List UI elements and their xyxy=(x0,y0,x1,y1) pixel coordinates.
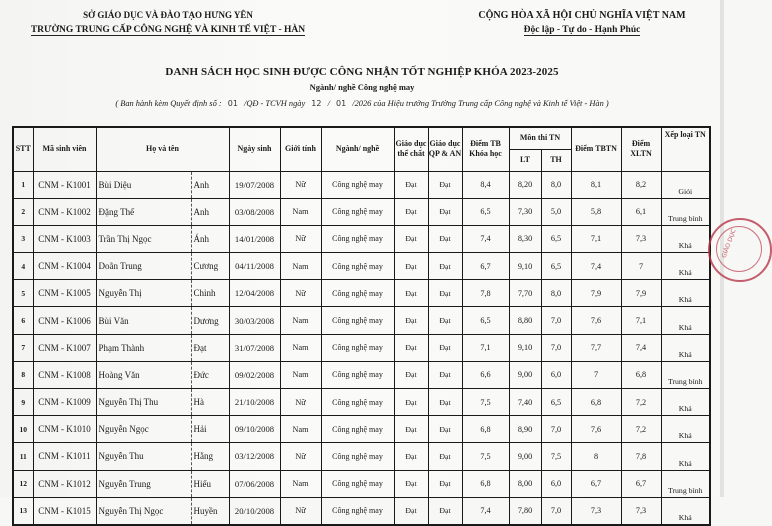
row-practice-score: 6,5 xyxy=(541,389,571,416)
decree-reference xyxy=(0,99,724,108)
row-practice-score: 6,5 xyxy=(541,225,571,252)
row-last-middle-name: Nguyễn Ngọc xyxy=(96,416,191,443)
row-student-id: CNM - K1005 xyxy=(33,280,96,307)
header-gender: Giới tính xyxy=(280,127,321,171)
row-practice-score: 7,0 xyxy=(541,307,571,334)
row-gender: Nam xyxy=(280,198,321,225)
row-physical-ed: Đạt xyxy=(394,225,428,252)
row-defense-ed: Đạt xyxy=(428,253,462,280)
row-dob: 14/01/2008 xyxy=(229,225,280,252)
row-student-id: CNM - K1006 xyxy=(33,307,96,334)
row-physical-ed: Đạt xyxy=(394,307,428,334)
row-first-name: Đạt xyxy=(191,334,229,361)
row-grad-rank: Khá xyxy=(661,497,710,525)
row-student-id: CNM - K1007 xyxy=(33,334,96,361)
row-grad-avg: 7,7 xyxy=(571,334,621,361)
row-grad-avg: 7,4 xyxy=(571,253,621,280)
table-row xyxy=(13,225,710,252)
row-dob: 19/07/2008 xyxy=(229,171,280,198)
row-dob: 09/02/2008 xyxy=(229,361,280,388)
row-practice-score: 7,0 xyxy=(541,334,571,361)
row-grad-score: 6,1 xyxy=(621,198,661,225)
row-major: Công nghệ may xyxy=(321,280,394,307)
row-practice-score: 7,0 xyxy=(541,497,571,525)
row-stt: 5 xyxy=(13,280,33,307)
row-student-id: CNM - K1002 xyxy=(33,198,96,225)
table-row xyxy=(13,198,710,225)
table-row xyxy=(13,253,710,280)
row-grad-score: 6,7 xyxy=(621,470,661,497)
row-grad-avg: 8,1 xyxy=(571,171,621,198)
row-grad-score: 7,4 xyxy=(621,334,661,361)
decree-month: 01 xyxy=(336,99,347,108)
row-major: Công nghệ may xyxy=(321,198,394,225)
row-physical-ed: Đạt xyxy=(394,280,428,307)
decree-number: 01 xyxy=(227,99,238,108)
row-theory-score: 9,10 xyxy=(509,334,541,361)
row-grad-rank: Khá xyxy=(661,416,710,443)
row-major: Công nghệ may xyxy=(321,416,394,443)
header-defense-ed: Giáo dục QP & AN xyxy=(428,127,462,171)
row-grad-rank: Khá xyxy=(661,334,710,361)
row-theory-score: 9,00 xyxy=(509,443,541,470)
row-last-middle-name: Đặng Thế xyxy=(96,198,191,225)
row-stt: 6 xyxy=(13,307,33,334)
header-physical-ed: Giáo dục thể chất xyxy=(394,127,428,171)
school-name: TRƯỜNG TRUNG CẤP CÔNG NGHỆ VÀ KINH TẾ VIỆT - HÀN xyxy=(30,25,306,35)
header-dob: Ngày sinh xyxy=(229,127,280,171)
row-physical-ed: Đạt xyxy=(394,470,428,497)
row-defense-ed: Đạt xyxy=(428,307,462,334)
table-row xyxy=(13,443,710,470)
row-student-id: CNM - K1010 xyxy=(33,416,96,443)
table-row xyxy=(13,334,710,361)
row-last-middle-name: Nguyễn Thu xyxy=(96,443,191,470)
table-row xyxy=(13,470,710,497)
row-grad-score: 7,2 xyxy=(621,416,661,443)
row-first-name: Anh xyxy=(191,171,229,198)
document-title: DANH SÁCH HỌC SINH ĐƯỢC CÔNG NHẬN TỐT NGHIỆP KHÓA 2023-2025 xyxy=(165,66,559,78)
decree-suffix: /2026 của Hiệu trưởng Trường Trung cấp Công nghệ và Kinh tế Việt - Hàn ) xyxy=(352,99,609,108)
row-dob: 12/04/2008 xyxy=(229,280,280,307)
row-major: Công nghệ may xyxy=(321,307,394,334)
table-row xyxy=(13,280,710,307)
row-gender: Nữ xyxy=(280,225,321,252)
row-major: Công nghệ may xyxy=(321,389,394,416)
row-dob: 07/06/2008 xyxy=(229,470,280,497)
row-practice-score: 7,5 xyxy=(541,443,571,470)
decree-middle: /QĐ - TCVH ngày xyxy=(244,99,306,108)
document-subtitle: Ngành/ nghề Công nghệ may xyxy=(309,82,415,92)
row-course-avg: 6,5 xyxy=(462,198,509,225)
row-practice-score: 8,0 xyxy=(541,280,571,307)
row-physical-ed: Đạt xyxy=(394,198,428,225)
row-grad-score: 7,8 xyxy=(621,443,661,470)
row-major: Công nghệ may xyxy=(321,470,394,497)
row-last-middle-name: Phạm Thành xyxy=(96,334,191,361)
header-student-id: Mã sinh viên xyxy=(33,127,96,171)
row-stt: 10 xyxy=(13,416,33,443)
row-grad-score: 7,2 xyxy=(621,389,661,416)
row-stt: 2 xyxy=(13,198,33,225)
header-course-avg: Điểm TB Khóa học xyxy=(462,127,509,171)
row-practice-score: 8,0 xyxy=(541,171,571,198)
row-grad-avg: 7 xyxy=(571,361,621,388)
row-major: Công nghệ may xyxy=(321,334,394,361)
row-theory-score: 7,70 xyxy=(509,280,541,307)
decree-sep: / xyxy=(327,99,330,108)
row-physical-ed: Đạt xyxy=(394,389,428,416)
row-defense-ed: Đạt xyxy=(428,334,462,361)
row-last-middle-name: Nguyễn Thị Ngọc xyxy=(96,497,191,525)
row-stt: 7 xyxy=(13,334,33,361)
row-dob: 21/10/2008 xyxy=(229,389,280,416)
row-physical-ed: Đạt xyxy=(394,171,428,198)
row-defense-ed: Đạt xyxy=(428,198,462,225)
row-student-id: CNM - K1012 xyxy=(33,470,96,497)
header-exam-subjects: Môn thi TN xyxy=(509,127,571,149)
row-first-name: Dương xyxy=(191,307,229,334)
row-major: Công nghệ may xyxy=(321,361,394,388)
row-grad-avg: 8 xyxy=(571,443,621,470)
row-first-name: Hải xyxy=(191,416,229,443)
row-practice-score: 6,0 xyxy=(541,470,571,497)
row-stt: 11 xyxy=(13,443,33,470)
row-course-avg: 6,7 xyxy=(462,253,509,280)
row-grad-avg: 7,9 xyxy=(571,280,621,307)
row-grad-score: 7,9 xyxy=(621,280,661,307)
row-major: Công nghệ may xyxy=(321,497,394,525)
row-grad-rank: Khá xyxy=(661,225,710,252)
row-last-middle-name: Nguyễn Thị xyxy=(96,280,191,307)
decree-day: 12 xyxy=(311,99,322,108)
header-grad-rank: Xếp loại TN xyxy=(661,127,710,171)
row-student-id: CNM - K1004 xyxy=(33,253,96,280)
row-grad-rank: Khá xyxy=(661,443,710,470)
row-grad-avg: 7,1 xyxy=(571,225,621,252)
table-row xyxy=(13,307,710,334)
row-student-id: CNM - K1003 xyxy=(33,225,96,252)
row-stt: 1 xyxy=(13,171,33,198)
row-theory-score: 7,80 xyxy=(509,497,541,525)
row-student-id: CNM - K1015 xyxy=(33,497,96,525)
row-last-middle-name: Bùi Diệu xyxy=(96,171,191,198)
row-major: Công nghệ may xyxy=(321,171,394,198)
row-grad-avg: 7,6 xyxy=(571,307,621,334)
row-course-avg: 7,8 xyxy=(462,280,509,307)
table-row xyxy=(13,361,710,388)
row-theory-score: 8,00 xyxy=(509,470,541,497)
row-grad-avg: 7,3 xyxy=(571,497,621,525)
row-grad-rank: Khá xyxy=(661,253,710,280)
row-stt: 9 xyxy=(13,389,33,416)
row-student-id: CNM - K1011 xyxy=(33,443,96,470)
row-stt: 13 xyxy=(13,497,33,525)
decree-prefix: ( Ban hành kèm Quyết định số : xyxy=(115,99,222,108)
row-grad-avg: 5,8 xyxy=(571,198,621,225)
row-grad-rank: Trung bình xyxy=(661,470,710,497)
row-last-middle-name: Doãn Trung xyxy=(96,253,191,280)
row-course-avg: 8,4 xyxy=(462,171,509,198)
row-dob: 30/03/2008 xyxy=(229,307,280,334)
row-last-middle-name: Nguyễn Trung xyxy=(96,470,191,497)
row-student-id: CNM - K1001 xyxy=(33,171,96,198)
row-physical-ed: Đạt xyxy=(394,416,428,443)
row-defense-ed: Đạt xyxy=(428,443,462,470)
row-stt: 8 xyxy=(13,361,33,388)
row-physical-ed: Đạt xyxy=(394,334,428,361)
row-dob: 03/08/2008 xyxy=(229,198,280,225)
row-course-avg: 7,5 xyxy=(462,443,509,470)
row-first-name: Hà xyxy=(191,389,229,416)
row-last-middle-name: Bùi Văn xyxy=(96,307,191,334)
row-theory-score: 8,20 xyxy=(509,171,541,198)
row-gender: Nam xyxy=(280,334,321,361)
row-course-avg: 6,8 xyxy=(462,470,509,497)
row-student-id: CNM - K1008 xyxy=(33,361,96,388)
row-major: Công nghệ may xyxy=(321,443,394,470)
row-dob: 09/10/2008 xyxy=(229,416,280,443)
row-practice-score: 6,0 xyxy=(541,361,571,388)
row-dob: 04/11/2008 xyxy=(229,253,280,280)
row-grad-rank: Khá xyxy=(661,307,710,334)
row-grad-score: 7,1 xyxy=(621,307,661,334)
header-full-name: Họ và tên xyxy=(96,127,229,171)
row-theory-score: 8,90 xyxy=(509,416,541,443)
row-first-name: Anh xyxy=(191,198,229,225)
graduates-table xyxy=(12,126,711,526)
row-defense-ed: Đạt xyxy=(428,389,462,416)
row-grad-score: 7 xyxy=(621,253,661,280)
row-gender: Nam xyxy=(280,470,321,497)
row-gender: Nữ xyxy=(280,280,321,307)
country-name: CỘNG HÒA XÃ HỘI CHỦ NGHĨA VIỆT NAM xyxy=(478,10,686,21)
row-last-middle-name: Nguyễn Thị Thu xyxy=(96,389,191,416)
row-grad-score: 7,3 xyxy=(621,225,661,252)
row-grad-rank: Trung bình xyxy=(661,198,710,225)
header-major: Ngành/ nghề xyxy=(321,127,394,171)
header-grad-avg: Điểm TBTN xyxy=(571,127,621,171)
row-gender: Nữ xyxy=(280,389,321,416)
row-practice-score: 5,0 xyxy=(541,198,571,225)
row-grad-avg: 7,6 xyxy=(571,416,621,443)
row-theory-score: 8,30 xyxy=(509,225,541,252)
row-defense-ed: Đạt xyxy=(428,280,462,307)
row-first-name: Cương xyxy=(191,253,229,280)
motto: Độc lập - Tự do - Hạnh Phúc xyxy=(523,25,641,35)
row-grad-score: 7,3 xyxy=(621,497,661,525)
row-dob: 31/07/2008 xyxy=(229,334,280,361)
row-course-avg: 6,8 xyxy=(462,416,509,443)
header-practice: TH xyxy=(541,149,571,171)
row-major: Công nghệ may xyxy=(321,253,394,280)
row-course-avg: 7,4 xyxy=(462,225,509,252)
row-course-avg: 7,5 xyxy=(462,389,509,416)
row-defense-ed: Đạt xyxy=(428,171,462,198)
row-theory-score: 8,80 xyxy=(509,307,541,334)
row-theory-score: 7,40 xyxy=(509,389,541,416)
row-stt: 12 xyxy=(13,470,33,497)
row-grad-rank: Khá xyxy=(661,389,710,416)
row-gender: Nam xyxy=(280,416,321,443)
header-stt: STT xyxy=(13,127,33,171)
row-gender: Nam xyxy=(280,307,321,334)
stamp-text: GIÁO DỤC xyxy=(720,228,738,259)
row-dob: 20/10/2008 xyxy=(229,497,280,525)
table-row xyxy=(13,171,710,198)
row-student-id: CNM - K1009 xyxy=(33,389,96,416)
row-practice-score: 7,0 xyxy=(541,416,571,443)
row-last-middle-name: Hoàng Văn xyxy=(96,361,191,388)
row-grad-avg: 6,8 xyxy=(571,389,621,416)
row-physical-ed: Đạt xyxy=(394,361,428,388)
row-defense-ed: Đạt xyxy=(428,416,462,443)
header-grad-score: Điểm XLTN xyxy=(621,127,661,171)
row-course-avg: 6,6 xyxy=(462,361,509,388)
row-theory-score: 9,00 xyxy=(509,361,541,388)
row-course-avg: 7,4 xyxy=(462,497,509,525)
row-grad-rank: Khá xyxy=(661,280,710,307)
row-defense-ed: Đạt xyxy=(428,225,462,252)
table-row xyxy=(13,416,710,443)
table-row xyxy=(13,497,710,525)
row-first-name: Ánh xyxy=(191,225,229,252)
row-physical-ed: Đạt xyxy=(394,443,428,470)
row-stt: 3 xyxy=(13,225,33,252)
row-defense-ed: Đạt xyxy=(428,497,462,525)
row-physical-ed: Đạt xyxy=(394,497,428,525)
department-name: SỞ GIÁO DỤC VÀ ĐÀO TẠO HƯNG YÊN xyxy=(83,10,253,20)
row-theory-score: 7,30 xyxy=(509,198,541,225)
row-major: Công nghệ may xyxy=(321,225,394,252)
row-course-avg: 6,5 xyxy=(462,307,509,334)
row-gender: Nam xyxy=(280,253,321,280)
row-grad-score: 6,8 xyxy=(621,361,661,388)
national-motto-header xyxy=(462,8,702,38)
row-physical-ed: Đạt xyxy=(394,253,428,280)
row-first-name: Hằng xyxy=(191,443,229,470)
issuer-header xyxy=(18,8,318,38)
row-grad-avg: 6,7 xyxy=(571,470,621,497)
row-grad-rank: Giỏi xyxy=(661,171,710,198)
row-gender: Nữ xyxy=(280,497,321,525)
header-theory: LT xyxy=(509,149,541,171)
row-first-name: Chinh xyxy=(191,280,229,307)
row-stt: 4 xyxy=(13,253,33,280)
row-grad-score: 8,2 xyxy=(621,171,661,198)
row-last-middle-name: Trần Thị Ngọc xyxy=(96,225,191,252)
row-gender: Nữ xyxy=(280,443,321,470)
row-course-avg: 7,1 xyxy=(462,334,509,361)
row-grad-rank: Trung bình xyxy=(661,361,710,388)
row-practice-score: 6,5 xyxy=(541,253,571,280)
row-first-name: Đức xyxy=(191,361,229,388)
row-first-name: Huyền xyxy=(191,497,229,525)
row-defense-ed: Đạt xyxy=(428,361,462,388)
table-row xyxy=(13,389,710,416)
row-theory-score: 9,10 xyxy=(509,253,541,280)
row-gender: Nam xyxy=(280,361,321,388)
row-defense-ed: Đạt xyxy=(428,470,462,497)
official-seal-stamp xyxy=(708,218,772,282)
row-first-name: Hiếu xyxy=(191,470,229,497)
row-gender: Nữ xyxy=(280,171,321,198)
row-dob: 03/12/2008 xyxy=(229,443,280,470)
